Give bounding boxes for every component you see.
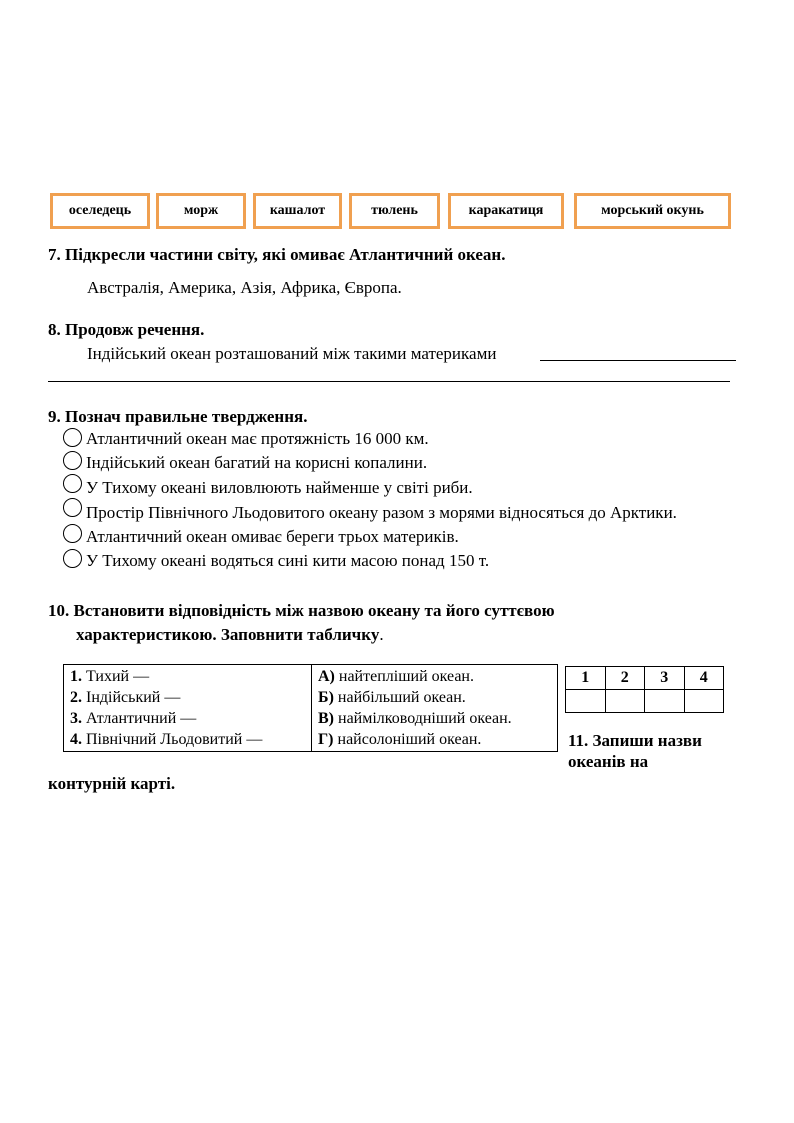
characteristic-text: наймілководніший океан. xyxy=(334,710,512,727)
characteristic-text: найтепліший океан. xyxy=(334,668,474,685)
answer-cell-4[interactable] xyxy=(684,690,724,713)
word-box-sea-perch: морський окунь xyxy=(574,193,731,229)
option-2-text: Індійський океан багатий на корисні копалини. xyxy=(86,453,428,472)
word-box-seal: тюлень xyxy=(349,193,440,229)
option-6-radio[interactable] xyxy=(63,549,82,568)
option-2-radio[interactable] xyxy=(63,451,82,470)
answer-header-1: 1 xyxy=(566,667,606,690)
question-11-line2: океанів на xyxy=(568,752,649,771)
answer-cell-3[interactable] xyxy=(645,690,685,713)
characteristic-letter: А) xyxy=(318,668,335,685)
option-5-radio[interactable] xyxy=(63,524,82,543)
option-3-text: У Тихому океані виловлюють найменше у світі риби. xyxy=(86,478,473,497)
word-box-walrus: морж xyxy=(156,193,246,229)
answer-cell-2[interactable] xyxy=(605,690,645,713)
question-10-title-line2 xyxy=(76,625,384,645)
ocean-item xyxy=(70,729,305,750)
question-11-line1: 11. Запиши назви xyxy=(568,731,702,750)
question-11-line3: контурній карті. xyxy=(48,774,176,793)
option-6-text: У Тихому океані водяться сині кити масою понад 150 т. xyxy=(86,551,490,570)
ocean-name: Північний Льодовитий — xyxy=(82,731,263,748)
option-5-text: Атлантичний океан омиває береги трьох материків. xyxy=(86,527,459,546)
ocean-name: Індійський — xyxy=(82,689,181,706)
answer-header-2: 2 xyxy=(605,667,645,690)
option-1-radio[interactable] xyxy=(63,428,82,447)
characteristic-letter: Г) xyxy=(318,731,334,748)
characteristic-item xyxy=(318,687,551,708)
answer-cell-1[interactable] xyxy=(566,690,606,713)
ocean-name: Атлантичний — xyxy=(82,710,197,727)
characteristic-letter: В) xyxy=(318,710,334,727)
question-10-title-line2-bold: характеристикою. Заповнити табличку xyxy=(76,625,380,644)
option-1-text: Атлантичний океан має протяжність 16 000 км. xyxy=(86,429,429,448)
matching-table xyxy=(63,664,558,752)
question-8-text: Індійський океан розташований між такими материками xyxy=(87,344,497,363)
characteristic-letter: Б) xyxy=(318,689,334,706)
option-4-text: Простір Північного Льодовитого океану разом з морями відносяться до Арктики. xyxy=(86,503,677,522)
answer-header-3: 3 xyxy=(645,667,685,690)
question-10-title-period: . xyxy=(379,625,384,644)
ocean-number: 4. xyxy=(70,731,82,748)
characteristic-list xyxy=(312,665,558,752)
question-7-text: Австралія, Америка, Азія, Африка, Європа. xyxy=(87,278,402,297)
ocean-item xyxy=(70,666,305,687)
question-7-title: 7. Підкресли частини світу, які омиває Атлантичний океан. xyxy=(48,245,506,264)
word-box-herring: оселедець xyxy=(50,193,150,229)
option-3-radio[interactable] xyxy=(63,474,82,493)
characteristic-item xyxy=(318,708,551,729)
answer-line-2[interactable] xyxy=(48,381,730,382)
characteristic-text: найбільший океан. xyxy=(333,689,466,706)
question-8-title: 8. Продовж речення. xyxy=(48,320,205,339)
characteristic-item xyxy=(318,666,551,687)
word-box-cuttlefish: каракатиця xyxy=(448,193,564,229)
ocean-number: 2. xyxy=(70,689,82,706)
question-10-title-line1: 10. Встановити відповідність між назвою океану та його суттєвою xyxy=(48,601,555,620)
question-9-title: 9. Познач правильне твердження. xyxy=(48,407,308,426)
word-box-sperm-whale: кашалот xyxy=(253,193,342,229)
ocean-name: Тихий — xyxy=(82,668,150,685)
option-4-radio[interactable] xyxy=(63,498,82,517)
characteristic-item xyxy=(318,729,551,750)
ocean-list xyxy=(64,665,312,752)
answer-table xyxy=(565,666,724,713)
answer-header-4: 4 xyxy=(684,667,724,690)
answer-line-1[interactable] xyxy=(540,360,736,361)
ocean-number: 3. xyxy=(70,710,82,727)
ocean-number: 1. xyxy=(70,668,82,685)
characteristic-text: найсолоніший океан. xyxy=(333,731,482,748)
ocean-item xyxy=(70,687,305,708)
ocean-item xyxy=(70,708,305,729)
